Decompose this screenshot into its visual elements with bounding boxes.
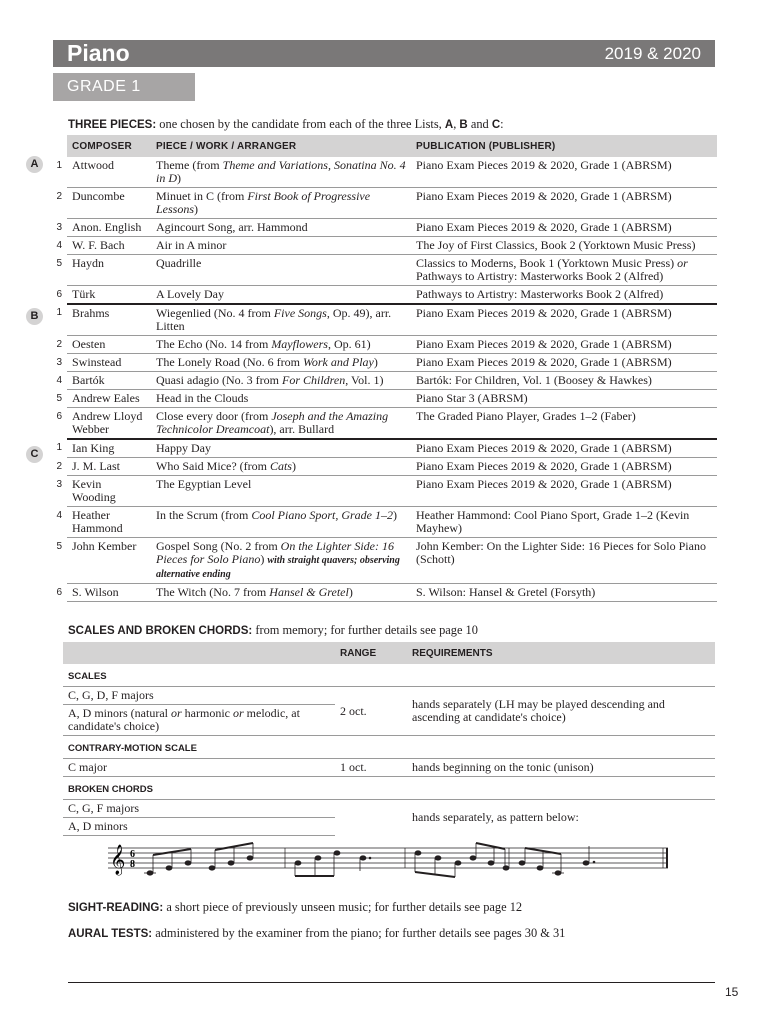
contrary-row: C major: [68, 760, 107, 774]
piece-cell: [151, 237, 411, 255]
piece-source: On the Lighter Side: 16 Pieces for Solo Piano: [156, 539, 394, 566]
table-row: [43, 507, 717, 538]
broken-range: [335, 800, 407, 836]
publication-text: S. Wilson: Hansel & Gretel (Forsyth): [416, 585, 596, 599]
scales-intro: [68, 622, 478, 639]
contrary-range: 1 oct.: [340, 760, 367, 774]
publication-cell: [411, 439, 717, 458]
publication-cell: [411, 354, 717, 372]
piece-cell: [151, 255, 411, 286]
publication-text: Piano Exam Pieces 2019 & 2020, Grade 1 (ABRSM): [416, 355, 672, 369]
piece-tail: ): [392, 508, 397, 522]
piece-tail: , Vol. 1): [345, 373, 384, 387]
table-row: [43, 439, 717, 458]
table-header: [63, 642, 715, 664]
pieces-table: [43, 135, 717, 602]
piece-number: 5: [56, 392, 62, 404]
piece-number: 2: [56, 460, 62, 472]
performance-note: with straight quavers; observing alternative ending: [156, 555, 400, 580]
svg-text:8: 8: [130, 859, 135, 870]
section-label: AURAL TESTS:: [68, 928, 153, 940]
composer-cell: Duncombe: [67, 188, 151, 219]
piece-number: 6: [56, 586, 62, 598]
piece-tail: ): [194, 202, 199, 216]
publication-text: Piano Exam Pieces 2019 & 2020, Grade 1 (ABRSM): [416, 459, 672, 473]
list-b-badge: B: [26, 308, 43, 325]
publication-text: Piano Exam Pieces 2019 & 2020, Grade 1 (ABRSM): [416, 220, 672, 234]
three-pieces-intro: [68, 116, 504, 133]
publication-cell: [411, 219, 717, 237]
piece-cell: [151, 458, 411, 476]
sight-reading: [68, 899, 522, 916]
piece-cell: [151, 372, 411, 390]
svg-text:6: 6: [130, 849, 135, 860]
piece-cell: [151, 219, 411, 237]
or-text: or: [677, 256, 688, 270]
list-c-badge: C: [26, 446, 43, 463]
piece-number: 3: [56, 478, 62, 490]
table-row: [43, 372, 717, 390]
piece-number: 3: [56, 356, 62, 368]
piece-title: Happy Day: [156, 441, 211, 455]
piece-source: Hansel & Gretel: [269, 585, 349, 599]
publication-cell: [411, 507, 717, 538]
piece-cell: [151, 336, 411, 354]
piece-title: The Egyptian Level: [156, 477, 252, 491]
table-row: [43, 458, 717, 476]
publication-text: The Joy of First Classics, Book 2 (Yorktown Music Press): [416, 238, 696, 252]
piece-title: Air in A minor: [156, 238, 227, 252]
broken-row: C, G, F majors: [63, 800, 335, 818]
aural-tests: [68, 925, 565, 942]
table-row: [43, 538, 717, 584]
publication-text: Piano Exam Pieces 2019 & 2020, Grade 1 (ABRSM): [416, 158, 672, 172]
piece-cell: [151, 584, 411, 602]
composer-cell: Andrew Eales: [67, 390, 151, 408]
composer-cell: S. Wilson: [67, 584, 151, 602]
publication-alt: Pathways to Artistry: Masterworks Book 2 (Alfred): [416, 269, 664, 283]
table-row: [43, 237, 717, 255]
piece-header: PIECE / WORK / ARRANGER: [151, 135, 411, 157]
publication-text: Piano Star 3 (ABRSM): [416, 391, 528, 405]
header-bar: [53, 40, 715, 67]
publication-text: Heather Hammond: Cool Piano Sport, Grade 1–2 (Kevin Mayhew): [416, 508, 690, 535]
piece-title: Theme (from: [156, 158, 223, 172]
publication-cell: [411, 584, 717, 602]
piece-title: Head in the Clouds: [156, 391, 249, 405]
piece-tail: ): [373, 355, 378, 369]
publication-cell: [411, 336, 717, 354]
broken-row: A, D minors: [63, 818, 335, 836]
composer-cell: Kevin Wooding: [67, 476, 151, 507]
piece-tail: ), arr. Bullard: [269, 422, 335, 436]
piece-cell: [151, 439, 411, 458]
publication-text: John Kember: On the Lighter Side: 16 Pieces for Solo Piano (Schott): [416, 539, 706, 566]
list-b-ref: B: [459, 119, 468, 131]
piece-source: Work and Play: [302, 355, 374, 369]
publication-cell: [411, 157, 717, 188]
piece-number: 2: [56, 338, 62, 350]
table-row: [43, 390, 717, 408]
section-label: THREE PIECES:: [68, 119, 157, 131]
publication-header: PUBLICATION (PUBLISHER): [411, 135, 717, 157]
list-a-badge: A: [26, 156, 43, 173]
piece-tail: ): [291, 459, 296, 473]
instrument-title: Piano: [67, 40, 130, 66]
piece-number: 4: [56, 374, 62, 386]
piece-title: Minuet in C (from: [156, 189, 248, 203]
publication-cell: [411, 538, 717, 584]
scale-row: [63, 705, 335, 736]
publication-text: Piano Exam Pieces 2019 & 2020, Grade 1 (ABRSM): [416, 189, 672, 203]
piece-title: The Witch (No. 7 from: [156, 585, 270, 599]
section-label: SIGHT-READING:: [68, 902, 164, 914]
broken-section-label: BROKEN CHORDS: [68, 783, 153, 795]
colon: :: [500, 117, 504, 131]
piece-number: 3: [56, 221, 62, 233]
broken-requirements: hands separately, as pattern below:: [412, 810, 579, 825]
piece-cell: [151, 507, 411, 538]
t: or: [170, 706, 182, 720]
publication-cell: [411, 255, 717, 286]
piece-title: Wiegenlied (No. 4 from: [156, 306, 274, 320]
scale-row: C, G, D, F majors: [63, 687, 335, 705]
table-row: [43, 476, 717, 507]
treble-clef-icon: 𝄞: [110, 845, 126, 875]
piece-cell: [151, 538, 411, 584]
sight-reading-text: a short piece of previously unseen music; for further details see page 12: [166, 900, 523, 914]
piece-cell: [151, 408, 411, 440]
publication-text: Classics to Moderns, Book 1 (Yorktown Music Press): [416, 256, 675, 270]
piece-source: Theme and Variations, Sonatina No. 4 in D: [156, 158, 406, 185]
piece-number: 4: [56, 239, 62, 251]
publication-text: Piano Exam Pieces 2019 & 2020, Grade 1 (ABRSM): [416, 306, 672, 320]
piece-title: Who Said Mice? (from: [156, 459, 270, 473]
table-row: [43, 408, 717, 440]
composer-cell: John Kember: [67, 538, 151, 584]
piece-title: In the Scrum (from: [156, 508, 252, 522]
composer-cell: Heather Hammond: [67, 507, 151, 538]
list-a-ref: A: [444, 119, 454, 131]
piece-source: Cool Piano Sport, Grade 1–2: [251, 508, 393, 522]
item-header: [63, 642, 335, 664]
scale-requirements: hands separately (LH may be played descending and ascending at candidate's choice): [412, 697, 665, 724]
piece-cell: [151, 390, 411, 408]
piece-title: Quadrille: [156, 256, 202, 270]
composer-cell: W. F. Bach: [67, 237, 151, 255]
composer-cell: Bartók: [67, 372, 151, 390]
piece-tail: ): [177, 171, 181, 185]
publication-cell: [411, 372, 717, 390]
piece-cell: [151, 476, 411, 507]
piece-number: 6: [56, 410, 62, 422]
t: melodic, at candidate's choice): [68, 706, 300, 733]
piece-title: The Lonely Road (No. 6 from: [156, 355, 303, 369]
piece-tail: , Op. 61): [327, 337, 371, 351]
piece-source: Mayflowers: [271, 337, 328, 351]
table-row: [43, 219, 717, 237]
piece-cell: [151, 157, 411, 188]
publication-text: The Graded Piano Player, Grades 1–2 (Faber): [416, 409, 636, 423]
table-row: [43, 354, 717, 372]
piece-title: The Echo (No. 14 from: [156, 337, 272, 351]
t: or: [232, 706, 244, 720]
composer-cell: Türk: [67, 286, 151, 305]
piece-source: Five Songs: [273, 306, 327, 320]
piece-tail: ): [348, 585, 353, 599]
table-row: [43, 336, 717, 354]
publication-cell: [411, 237, 717, 255]
piece-number: 6: [56, 288, 62, 300]
publication-cell: [411, 476, 717, 507]
publication-text: Piano Exam Pieces 2019 & 2020, Grade 1 (ABRSM): [416, 337, 672, 351]
requirements-header: REQUIREMENTS: [407, 642, 715, 664]
contrary-requirements: hands beginning on the tonic (unison): [412, 760, 594, 774]
publication-text: Bartók: For Children, Vol. 1 (Boosey & Hawkes): [416, 373, 652, 387]
piece-title: A Lovely Day: [156, 287, 224, 301]
table-row: [43, 188, 717, 219]
piece-number: 5: [56, 257, 62, 269]
piece-number: 1: [56, 442, 62, 453]
publication-cell: [411, 458, 717, 476]
piece-source: For Children: [281, 373, 346, 387]
grade-label: GRADE 1: [53, 73, 195, 101]
piece-number: 4: [56, 509, 62, 521]
composer-cell: Haydn: [67, 255, 151, 286]
aural-tests-text: administered by the examiner from the piano; for further details see pages 30 & 31: [155, 926, 566, 940]
intro-text: one chosen by the candidate from each of the three Lists,: [159, 117, 442, 131]
and-text: and: [470, 117, 489, 131]
range-header: RANGE: [335, 642, 407, 664]
table-row: [43, 286, 717, 305]
composer-cell: Swinstead: [67, 354, 151, 372]
list-c-ref: C: [491, 119, 501, 131]
table-row: [43, 255, 717, 286]
piece-title: Agincourt Song, arr. Hammond: [156, 220, 308, 234]
composer-cell: J. M. Last: [67, 458, 151, 476]
piece-source: First Book of Progressive Lessons: [156, 189, 371, 216]
composer-cell: Brahms: [67, 304, 151, 336]
sep: ,: [453, 117, 457, 131]
syllabus-years: 2019 & 2020: [604, 44, 701, 63]
composer-cell: Andrew Lloyd Webber: [67, 408, 151, 440]
composer-cell: Attwood: [67, 157, 151, 188]
composer-cell: Anon. English: [67, 219, 151, 237]
piece-source: Cats: [269, 459, 292, 473]
piece-tail: , Op. 49), arr. Litten: [156, 306, 392, 333]
publication-cell: [411, 304, 717, 336]
contrary-section-label: CONTRARY-MOTION SCALE: [68, 742, 197, 754]
piece-title: Gospel Song (No. 2 from: [156, 539, 281, 553]
piece-source: Joseph and the Amazing Technicolor Dreamcoat: [156, 409, 389, 436]
page-number: 15: [725, 985, 739, 999]
table-row: [43, 304, 717, 336]
publication-text: Piano Exam Pieces 2019 & 2020, Grade 1 (ABRSM): [416, 477, 672, 491]
publication-cell: [411, 390, 717, 408]
publication-cell: [411, 286, 717, 305]
publication-text: Pathways to Artistry: Masterworks Book 2 (Alfred): [416, 287, 664, 301]
section-label: SCALES AND BROKEN CHORDS:: [68, 625, 253, 637]
piece-title: Quasi adagio (No. 3 from: [156, 373, 282, 387]
composer-cell: Oesten: [67, 336, 151, 354]
publication-cell: [411, 408, 717, 440]
composer-cell: Ian King: [67, 439, 151, 458]
t: harmonic: [181, 706, 233, 720]
table-header: [43, 135, 717, 157]
piece-cell: [151, 286, 411, 305]
publication-cell: [411, 188, 717, 219]
piece-cell: [151, 188, 411, 219]
table-row: [43, 157, 717, 188]
piece-number: 1: [56, 160, 62, 171]
piece-number: 1: [56, 307, 62, 318]
piece-number: 5: [56, 540, 62, 552]
piece-tail: ): [260, 552, 265, 566]
publication-text: Piano Exam Pieces 2019 & 2020, Grade 1 (ABRSM): [416, 441, 672, 455]
num-header: [43, 135, 67, 157]
piece-title: Close every door (from: [156, 409, 272, 423]
piece-number: 2: [56, 190, 62, 202]
broken-chord-notation: [108, 838, 668, 878]
scale-range: 2 oct.: [340, 703, 367, 718]
scales-text: from memory; for further details see page 10: [255, 623, 478, 637]
piece-cell: [151, 354, 411, 372]
t: A, D minors (natural: [68, 706, 171, 720]
scales-section-label: SCALES: [68, 670, 107, 682]
table-row: [43, 584, 717, 602]
composer-header: COMPOSER: [67, 135, 151, 157]
piece-cell: [151, 304, 411, 336]
footer-rule: [68, 982, 715, 983]
scales-table: [63, 642, 715, 836]
